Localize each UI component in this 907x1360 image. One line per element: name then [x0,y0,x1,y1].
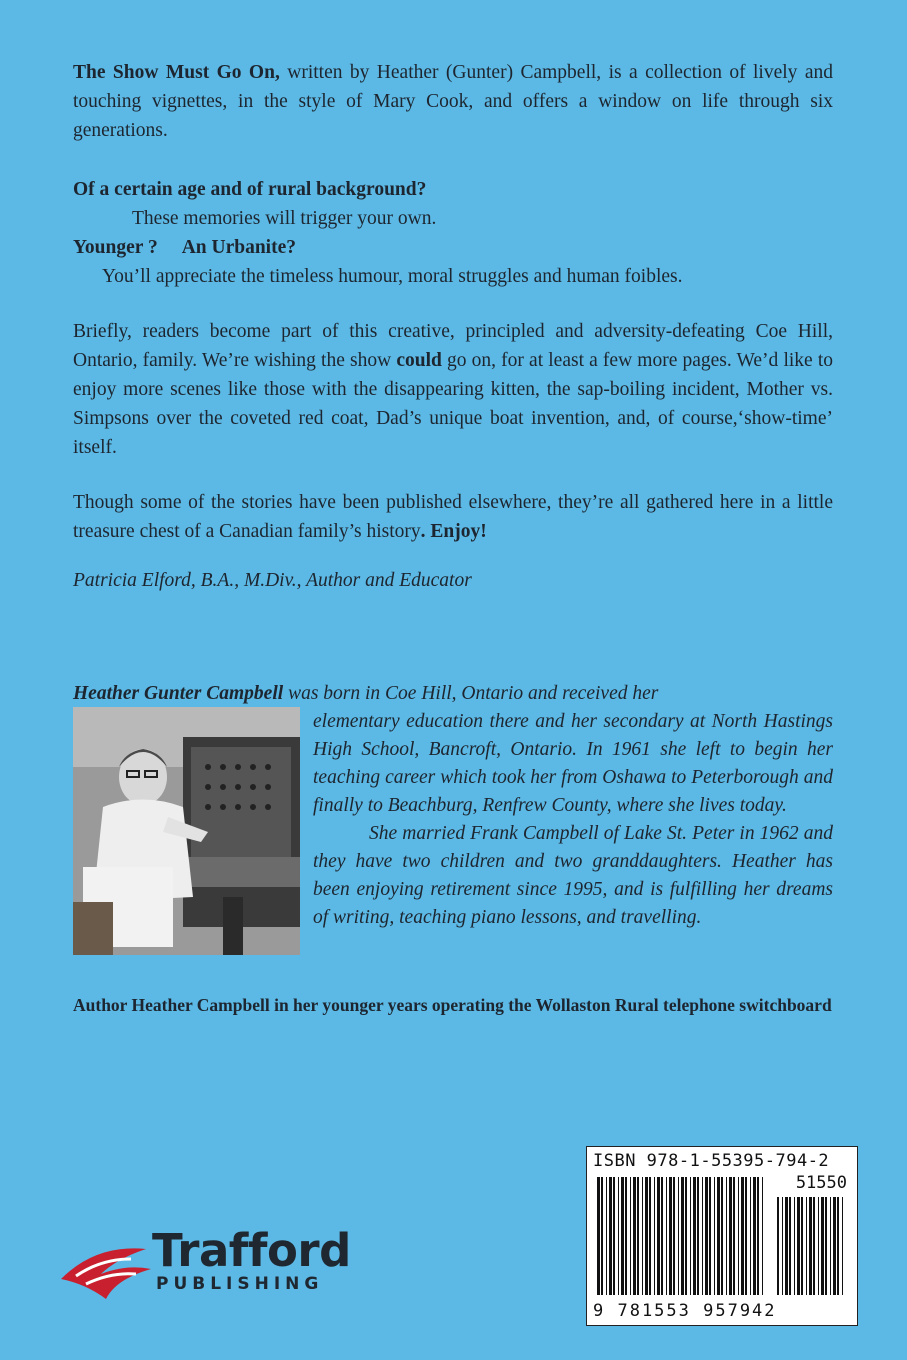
answer-rural: These memories will trigger your own. [132,208,437,229]
barcode-bar [657,1177,660,1295]
barcode-bar [661,1177,663,1295]
answer-younger: You’ll appreciate the timeless humour, moral struggles and human foibles. [102,266,683,287]
barcode-bar [633,1177,636,1295]
author-photo [73,707,300,955]
barcode-bar [717,1177,720,1295]
barcode-bar [762,1177,763,1295]
barcode-bar [833,1197,836,1295]
barcode-bar [645,1177,648,1295]
addon-bars [777,1197,847,1297]
barcode-bar [753,1177,756,1295]
barcode-bar [649,1177,651,1295]
question-younger-b: An Urbanite? [181,237,296,258]
barcode-bar [673,1177,675,1295]
briefly-paragraph [73,317,833,462]
barcode-bar [678,1177,679,1295]
ean-number: 9 781553 957942 [593,1301,777,1321]
barcode-bar [666,1177,667,1295]
briefly-bold: could [396,350,442,371]
barcode-bar [697,1177,699,1295]
barcode-bar [745,1177,747,1295]
barcode-bar [654,1177,655,1295]
barcode-bar [813,1197,815,1295]
isbn-text: ISBN 978-1-55395-794-2 [593,1151,830,1171]
barcode-bar [705,1177,708,1295]
back-cover-text [73,58,833,595]
author-name: Heather Gunter Campbell [73,683,284,704]
barcode-bar [709,1177,711,1295]
price-code: 51550 [795,1173,847,1193]
barcode-bar [693,1177,696,1295]
barcode-bar [777,1197,779,1295]
though-text: Though some of the stories have been published elsewhere, they’re all gathered here in a little treasure chest of a Canadian family’s history [73,492,833,542]
trafford-logo [56,1224,396,1316]
barcode-bar [821,1197,824,1295]
author-photo-image [73,707,300,955]
barcode-bar [809,1197,812,1295]
enjoy-text: . Enjoy! [420,521,487,542]
bio-first-line [73,680,833,708]
barcode-bar [738,1177,739,1295]
barcode-bar [757,1177,759,1295]
author-bio [73,680,833,932]
barcode-bar [733,1177,735,1295]
barcode-bar [794,1197,795,1295]
question-younger-a: Younger ? [73,237,158,258]
barcode-bar [785,1197,788,1295]
barcode-bar [669,1177,672,1295]
barcode-bar [681,1177,684,1295]
barcode-bar [642,1177,643,1295]
question-rural: Of a certain age and of rural background? [73,179,427,200]
barcode-bar [750,1177,751,1295]
bio-para1: elementary education there and her secondary at North Hastings High School, Bancroft, Ontario. In 1961 she left to begin her teaching career which took her from Oshawa to Peterborough and finally to Beachburg, Renfrew County, where she lives today. [313,711,833,816]
barcode-bar [825,1197,827,1295]
question-younger [73,233,833,262]
barcode-bar [729,1177,732,1295]
signature: Patricia Elford, B.A., M.Div., Author and Educator [73,570,472,591]
barcode-bar [690,1177,691,1295]
barcode-bar [721,1177,723,1295]
briefly-text-2: go on, for at least a few more pages. We’d like to enjoy more scenes like those with the disappearing kitten, the sap-boiling incident, Mother vs. Simpsons over the coveted red coat, Dad’s unique boat invention, and, of course,‘show-time’ itself. [73,350,833,458]
barcode-bar [842,1197,843,1295]
barcode-bar [726,1177,727,1295]
book-wing-icon [56,1224,156,1316]
publisher-name: Trafford [152,1224,351,1277]
barcode-bar [801,1197,803,1295]
barcode-bar [613,1177,615,1295]
intro-paragraph [73,58,833,145]
barcode-bar [797,1197,800,1295]
bio-para2: She married Frank Campbell of Lake St. Peter in 1962 and they have two children and two granddaughters. Heather has been enjoying retirement since 1995, and is fulfilling her dreams of writing, teaching piano lessons, and travelling. [313,823,833,928]
barcode-bar [609,1177,612,1295]
barcode-bar [606,1177,607,1295]
book-title: The Show Must Go On, [73,62,280,83]
briefly-text-1: Briefly, readers become part of this creative, principled and adversity-defeating Coe Hill, Ontario, family. We’re wishing the show [73,321,833,371]
barcode-bar [618,1177,619,1295]
barcode-bar [637,1177,639,1295]
isbn-barcode [586,1146,858,1326]
intro-text: written by Heather (Gunter) Campbell, is a collection of lively and touching vignettes, in the style of Mary Cook, and offers a window on life through six generations. [73,62,833,141]
barcode-bar [789,1197,791,1295]
barcode-bar [621,1177,624,1295]
barcode-bar [830,1197,831,1295]
barcode-bar [714,1177,715,1295]
publisher-sub: PUBLISHING [156,1274,324,1294]
barcode-bar [806,1197,807,1295]
though-paragraph [73,488,833,546]
barcode-bar [782,1197,783,1295]
ean-bars [597,1177,767,1297]
barcode-bar [702,1177,703,1295]
barcode-bar [630,1177,631,1295]
photo-caption: Author Heather Campbell in her younger years operating the Wollaston Rural telephone switchboard [73,995,832,1015]
barcode-bar [685,1177,687,1295]
barcode-bar [818,1197,819,1295]
barcode-bar [597,1177,600,1295]
barcode-bar [837,1197,839,1295]
bio-line1: was born in Coe Hill, Ontario and received her [283,683,659,704]
barcode-bar [741,1177,744,1295]
barcode-bar [625,1177,627,1295]
barcode-bar [601,1177,603,1295]
